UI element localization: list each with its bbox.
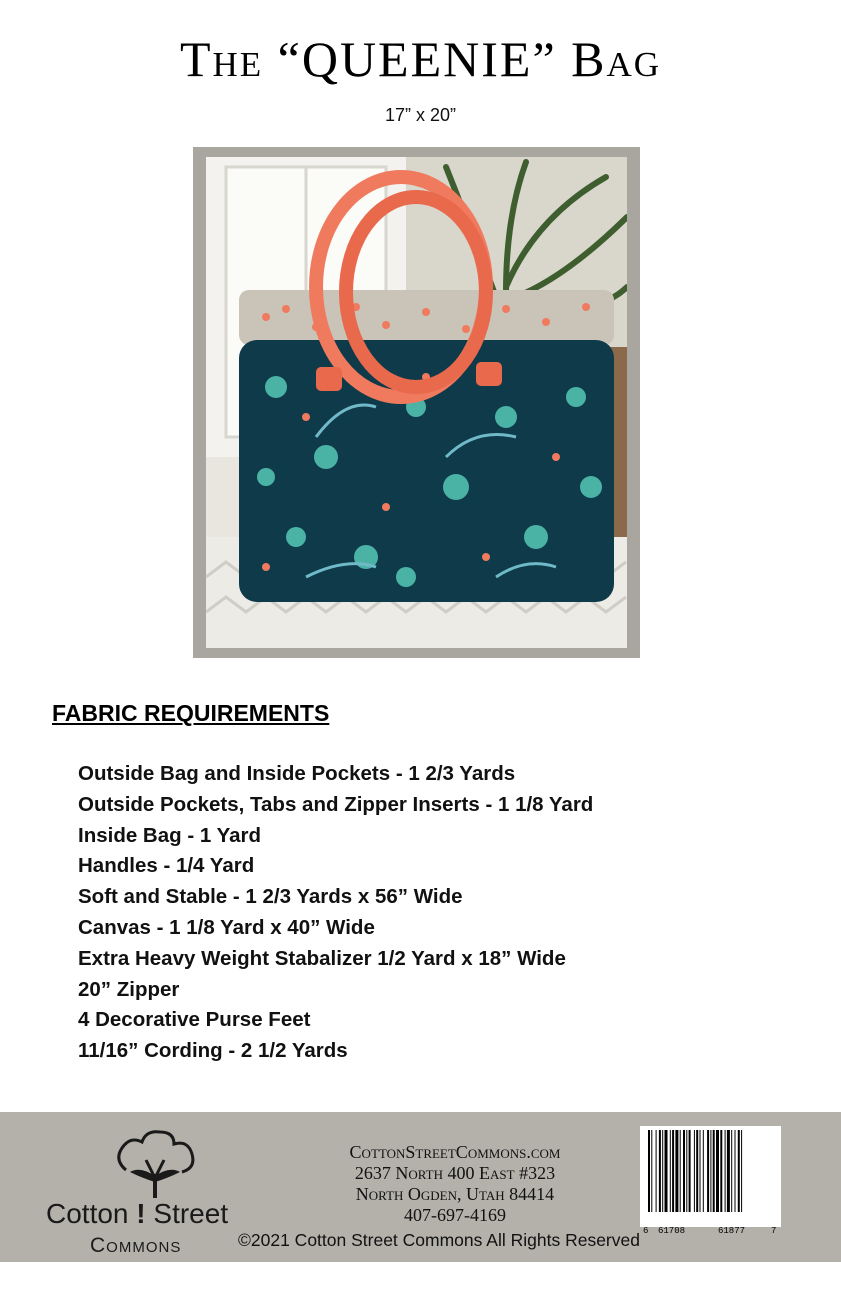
barcode-right-digits: 61877: [718, 1226, 746, 1236]
company-logo: [40, 1130, 260, 1260]
barcode-bar: [716, 1130, 719, 1212]
logo-stem-icon: ǃ: [136, 1198, 146, 1229]
cotton-boll-icon: [112, 1130, 198, 1200]
barcode-check-digit: 7: [771, 1226, 777, 1236]
bag-photo: [206, 157, 627, 648]
fabric-requirements-heading: FABRIC REQUIREMENTS: [52, 700, 330, 726]
barcode-bar: [694, 1130, 695, 1212]
barcode-bar: [672, 1130, 674, 1212]
barcode-bar: [700, 1130, 701, 1212]
barcode-bar: [741, 1130, 742, 1212]
address-line-1: 2637 North 400 East #323: [354, 1163, 556, 1183]
barcode-bar: [731, 1130, 732, 1212]
barcode-bar: [651, 1130, 652, 1212]
list-item: Outside Bag and Inside Pockets - 1 2/3 Yards: [78, 762, 516, 785]
barcode-bar: [696, 1130, 698, 1212]
barcode: [640, 1126, 781, 1236]
logo-commons: Commons: [90, 1234, 182, 1257]
phone-number: 407-697-4169: [404, 1205, 506, 1225]
list-item: 4 Decorative Purse Feet: [78, 1008, 311, 1032]
barcode-bar: [680, 1130, 681, 1212]
barcode-bar: [738, 1130, 740, 1212]
website-link[interactable]: CottonStreetCommons.com: [349, 1142, 561, 1162]
pattern-title: The “QUEENIE” Bag: [179, 31, 662, 87]
barcode-bar: [656, 1130, 657, 1212]
list-item: Handles - 1/4 Yard: [78, 854, 255, 878]
barcode-left-digits: 61708: [658, 1226, 686, 1236]
list-item: Outside Pockets, Tabs and Zipper Inserts - 1 1/8 Yard: [78, 792, 594, 816]
bag-dimensions: 17” x 20”: [384, 105, 457, 125]
bag-photo-frame: [193, 147, 640, 658]
address-line-2: North Ogden, Utah 84414: [355, 1184, 555, 1204]
logo-word-street: Street: [153, 1198, 229, 1229]
barcode-bar: [686, 1130, 687, 1212]
barcode-bar: [725, 1130, 726, 1212]
barcode-bar: [665, 1130, 668, 1212]
barcode-bar: [675, 1130, 678, 1212]
list-item: Canvas - 1 1/8 Yard x 40” Wide: [78, 915, 375, 939]
list-item: Inside Bag - 1 Yard: [78, 823, 262, 847]
list-item: Soft and Stable - 1 2/3 Yards x 56” Wide: [78, 885, 463, 909]
list-item: Extra Heavy Weight Stabalizer 1/2 Yard x 18” Wide: [78, 946, 566, 970]
logo-wordmark: [46, 1198, 228, 1230]
list-item: 11/16” Cording - 2 1/2 Yards: [78, 1039, 348, 1063]
barcode-bar: [670, 1130, 671, 1212]
barcode-bar: [703, 1130, 704, 1212]
list-item: 20” Zipper: [78, 977, 180, 1001]
barcode-bar: [689, 1130, 691, 1212]
barcode-bar: [662, 1130, 663, 1212]
barcode-bar: [720, 1130, 722, 1212]
barcode-bar: [659, 1130, 661, 1212]
barcode-bar: [713, 1130, 715, 1212]
footer: [0, 1112, 841, 1262]
barcode-bar: [648, 1130, 650, 1212]
barcode-bar: [683, 1130, 685, 1212]
fabric-requirements-list: [78, 759, 593, 1067]
logo-word-cotton: Cotton: [46, 1198, 129, 1229]
contact-info: [290, 1142, 620, 1226]
copyright: ©2021 Cotton Street Commons All Rights Reserved: [238, 1230, 640, 1250]
barcode-bar: [710, 1130, 711, 1212]
barcode-bar: [707, 1130, 709, 1212]
barcode-bars: [646, 1130, 775, 1212]
barcode-bar: [727, 1130, 730, 1212]
barcode-bar: [735, 1130, 736, 1212]
barcode-lead-digit: 6: [643, 1226, 649, 1236]
